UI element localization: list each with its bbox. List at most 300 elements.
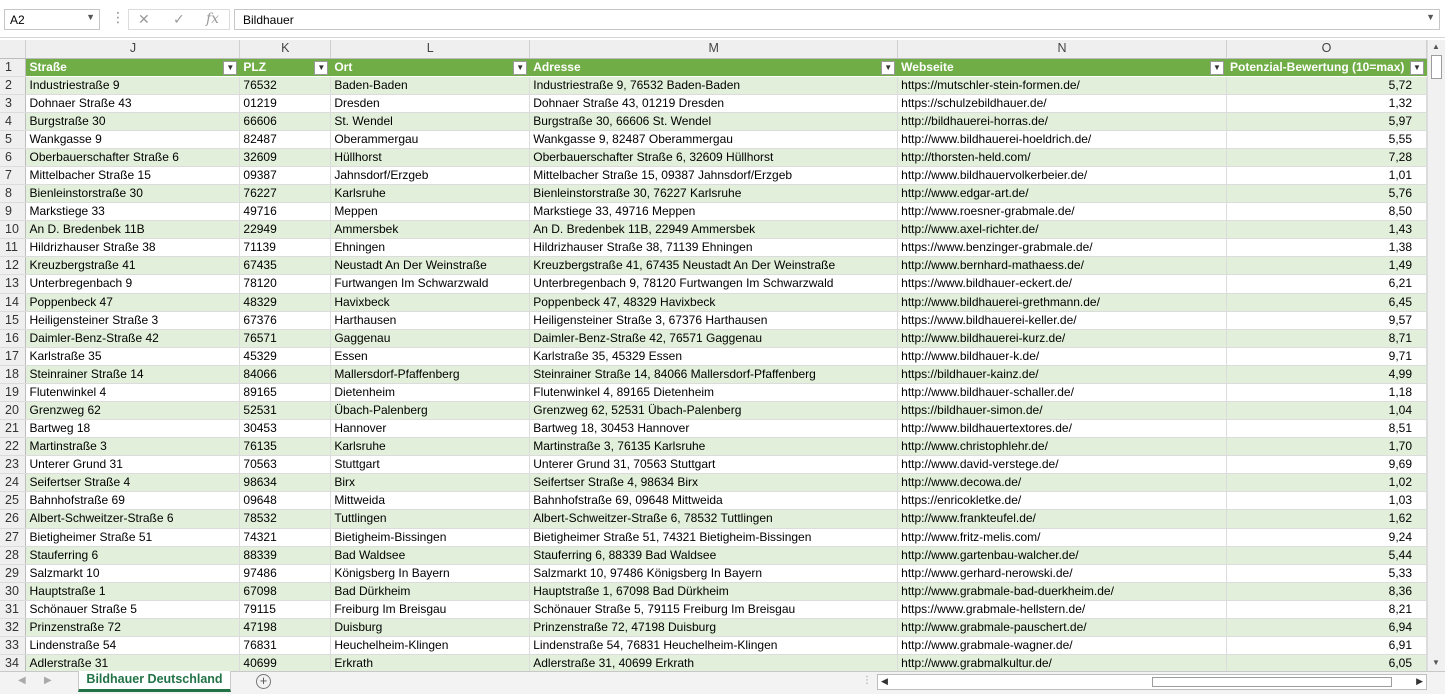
cell-adresse[interactable]: Stauferring 6, 88339 Bad Waldsee (530, 546, 898, 564)
cell-adresse[interactable]: Salzmarkt 10, 97486 Königsberg In Bayern (530, 564, 898, 582)
cell-bewertung[interactable]: 6,94 (1226, 618, 1426, 636)
cell-ort[interactable]: Mallersdorf-Pfaffenberg (331, 365, 530, 383)
cell-strasse[interactable]: Hildrizhauser Straße 38 (26, 239, 240, 257)
formula-actions (128, 9, 230, 30)
row-number[interactable]: 23 (0, 456, 26, 474)
cancel-icon[interactable]: ✕ (138, 11, 150, 27)
cell-ort[interactable]: Duisburg (331, 618, 530, 636)
cell-bewertung[interactable]: 1,70 (1226, 438, 1426, 456)
cell-plz[interactable]: 98634 (240, 474, 331, 492)
cell-bewertung[interactable]: 5,33 (1226, 564, 1426, 582)
row-number[interactable]: 29 (0, 564, 26, 582)
cell-bewertung[interactable]: 8,71 (1226, 329, 1426, 347)
table-row (0, 365, 1427, 383)
cell-plz[interactable]: 82487 (240, 130, 331, 148)
cell-bewertung[interactable]: 1,04 (1226, 401, 1426, 419)
row-number[interactable]: 33 (0, 637, 26, 655)
cell-plz[interactable]: 40699 (240, 655, 331, 671)
cell-ort[interactable]: Gaggenau (331, 329, 530, 347)
table-row (0, 221, 1427, 239)
cell-adresse[interactable]: Hauptstraße 1, 67098 Bad Dürkheim (530, 582, 898, 600)
header-bewertung[interactable] (1226, 58, 1426, 76)
cell-adresse[interactable]: Bahnhofstraße 69, 09648 Mittweida (530, 492, 898, 510)
cell-bewertung[interactable]: 5,72 (1226, 76, 1426, 94)
row-number[interactable]: 21 (0, 420, 26, 438)
filter-dropdown-icon[interactable]: ▼ (314, 61, 328, 75)
row-number[interactable]: 4 (0, 112, 26, 130)
cell-webseite[interactable]: https://www.bildhauerei-keller.de/ (898, 311, 1227, 329)
cell-webseite[interactable]: http://www.grabmale-wagner.de/ (898, 637, 1227, 655)
sheet-tab-bildhauer-deutschland[interactable]: Bildhauer Deutschland (78, 671, 231, 692)
cell-adresse[interactable]: Daimler-Benz-Straße 42, 76571 Gaggenau (530, 329, 898, 347)
cell-bewertung[interactable]: 5,76 (1226, 185, 1426, 203)
row-number[interactable]: 20 (0, 401, 26, 419)
cell-ort[interactable]: Mittweida (331, 492, 530, 510)
cell-ort[interactable]: Harthausen (331, 311, 530, 329)
cell-adresse[interactable]: Poppenbeck 47, 48329 Havixbeck (530, 293, 898, 311)
row-number[interactable]: 28 (0, 546, 26, 564)
cell-bewertung[interactable]: 5,44 (1226, 546, 1426, 564)
column-header-l[interactable]: L (331, 40, 530, 58)
cell-webseite[interactable]: http://www.david-verstege.de/ (898, 456, 1227, 474)
row-number[interactable]: 31 (0, 600, 26, 618)
row-number[interactable]: 1 (0, 58, 26, 76)
table-row (0, 420, 1427, 438)
spreadsheet-grid[interactable] (0, 40, 1427, 671)
cell-webseite[interactable]: http://www.gerhard-nerowski.de/ (898, 564, 1227, 582)
row-number[interactable]: 25 (0, 492, 26, 510)
cell-webseite[interactable]: http://www.bildhauerei-hoeldrich.de/ (898, 130, 1227, 148)
cell-plz[interactable]: 76831 (240, 637, 331, 655)
cell-ort[interactable]: Ammersbek (331, 221, 530, 239)
more-options-icon[interactable]: ⋮ (111, 9, 125, 25)
cell-webseite[interactable]: http://www.bildhauerei-grethmann.de/ (898, 293, 1227, 311)
scroll-right-icon[interactable]: ▶ (1416, 676, 1423, 686)
cell-bewertung[interactable]: 5,97 (1226, 112, 1426, 130)
cell-webseite[interactable]: http://www.decowa.de/ (898, 474, 1227, 492)
cell-ort[interactable]: Stuttgart (331, 456, 530, 474)
cell-strasse[interactable]: Daimler-Benz-Straße 42 (26, 329, 240, 347)
cell-adresse[interactable]: Lindenstraße 54, 76831 Heuchelheim-Klingen (530, 637, 898, 655)
cell-webseite[interactable]: https://mutschler-stein-formen.de/ (898, 76, 1227, 94)
row-number[interactable]: 13 (0, 275, 26, 293)
table-header-row (0, 58, 1427, 76)
cell-adresse[interactable]: Prinzenstraße 72, 47198 Duisburg (530, 618, 898, 636)
cell-bewertung[interactable]: 1,62 (1226, 510, 1426, 528)
cell-ort[interactable]: Essen (331, 347, 530, 365)
cell-plz[interactable]: 70563 (240, 456, 331, 474)
cell-bewertung[interactable]: 6,91 (1226, 637, 1426, 655)
name-box-dropdown-icon[interactable]: ▼ (86, 12, 95, 22)
filter-dropdown-icon[interactable]: ▼ (1410, 61, 1424, 75)
cell-adresse[interactable]: Flutenwinkel 4, 89165 Dietenheim (530, 383, 898, 401)
row-number[interactable]: 22 (0, 438, 26, 456)
cell-ort[interactable]: Birx (331, 474, 530, 492)
cell-bewertung[interactable]: 9,57 (1226, 311, 1426, 329)
cell-adresse[interactable]: Industriestraße 9, 76532 Baden-Baden (530, 76, 898, 94)
cell-adresse[interactable]: Karlstraße 35, 45329 Essen (530, 347, 898, 365)
cell-bewertung[interactable]: 7,28 (1226, 148, 1426, 166)
cell-plz[interactable]: 30453 (240, 420, 331, 438)
cell-strasse[interactable]: Flutenwinkel 4 (26, 383, 240, 401)
row-number[interactable]: 15 (0, 311, 26, 329)
cell-webseite[interactable]: http://www.gartenbau-walcher.de/ (898, 546, 1227, 564)
row-number[interactable]: 18 (0, 365, 26, 383)
row-number[interactable]: 19 (0, 383, 26, 401)
cell-strasse[interactable]: Martinstraße 3 (26, 438, 240, 456)
cell-bewertung[interactable]: 1,43 (1226, 221, 1426, 239)
table-row (0, 293, 1427, 311)
cell-webseite[interactable]: http://www.christophlehr.de/ (898, 438, 1227, 456)
header-strasse[interactable] (26, 58, 240, 76)
cell-bewertung[interactable]: 6,21 (1226, 275, 1426, 293)
cell-plz[interactable]: 84066 (240, 365, 331, 383)
cell-strasse[interactable]: Stauferring 6 (26, 546, 240, 564)
cell-strasse[interactable]: Unterer Grund 31 (26, 456, 240, 474)
column-header-n[interactable]: N (898, 40, 1227, 58)
cell-strasse[interactable]: Poppenbeck 47 (26, 293, 240, 311)
cell-plz[interactable]: 71139 (240, 239, 331, 257)
cell-ort[interactable]: Dresden (331, 94, 530, 112)
cell-strasse[interactable]: Seifertser Straße 4 (26, 474, 240, 492)
cell-ort[interactable]: Meppen (331, 203, 530, 221)
cell-adresse[interactable]: Oberbauerschafter Straße 6, 32609 Hüllhorst (530, 148, 898, 166)
row-number[interactable]: 26 (0, 510, 26, 528)
cell-plz[interactable]: 76227 (240, 185, 331, 203)
cell-plz[interactable]: 45329 (240, 347, 331, 365)
cell-strasse[interactable]: Salzmarkt 10 (26, 564, 240, 582)
table-row (0, 112, 1427, 130)
cell-ort[interactable]: Baden-Baden (331, 76, 530, 94)
cell-plz[interactable]: 52531 (240, 401, 331, 419)
cell-strasse[interactable]: Markstiege 33 (26, 203, 240, 221)
cell-bewertung[interactable]: 5,55 (1226, 130, 1426, 148)
cell-plz[interactable]: 79115 (240, 600, 331, 618)
cell-plz[interactable]: 76532 (240, 76, 331, 94)
cell-webseite[interactable]: http://www.bildhauer-k.de/ (898, 347, 1227, 365)
row-number[interactable]: 5 (0, 130, 26, 148)
cell-ort[interactable]: St. Wendel (331, 112, 530, 130)
cell-adresse[interactable]: Hildrizhauser Straße 38, 71139 Ehningen (530, 239, 898, 257)
table-row (0, 203, 1427, 221)
table-row (0, 492, 1427, 510)
cell-plz[interactable]: 88339 (240, 546, 331, 564)
cell-ort[interactable]: Hüllhorst (331, 148, 530, 166)
cell-plz[interactable]: 76135 (240, 438, 331, 456)
select-all-corner[interactable] (0, 40, 26, 58)
cell-strasse[interactable]: Kreuzbergstraße 41 (26, 257, 240, 275)
table-row (0, 130, 1427, 148)
cell-bewertung[interactable]: 8,50 (1226, 203, 1426, 221)
cell-bewertung[interactable]: 8,21 (1226, 600, 1426, 618)
cell-webseite[interactable]: http://www.roesner-grabmale.de/ (898, 203, 1227, 221)
cell-plz[interactable]: 76571 (240, 329, 331, 347)
header-label: Ort (334, 59, 353, 74)
row-number[interactable]: 12 (0, 257, 26, 275)
row-number[interactable]: 6 (0, 148, 26, 166)
cell-strasse[interactable]: Bietigheimer Straße 51 (26, 528, 240, 546)
cell-bewertung[interactable]: 8,51 (1226, 420, 1426, 438)
cell-plz[interactable]: 67098 (240, 582, 331, 600)
cell-webseite[interactable]: https://schulzebildhauer.de/ (898, 94, 1227, 112)
row-number[interactable]: 34 (0, 655, 26, 671)
formula-bar (0, 0, 1445, 38)
cell-plz[interactable]: 32609 (240, 148, 331, 166)
cell-webseite[interactable]: https://bildhauer-simon.de/ (898, 401, 1227, 419)
vertical-scroll-thumb[interactable] (1431, 55, 1442, 79)
cell-adresse[interactable]: Dohnaer Straße 43, 01219 Dresden (530, 94, 898, 112)
header-adresse[interactable] (530, 58, 898, 76)
cell-webseite[interactable]: http://www.edgar-art.de/ (898, 185, 1227, 203)
cell-strasse[interactable]: Unterbregenbach 9 (26, 275, 240, 293)
cell-bewertung[interactable]: 1,01 (1226, 166, 1426, 184)
cell-ort[interactable]: Oberammergau (331, 130, 530, 148)
filter-dropdown-icon[interactable]: ▼ (881, 61, 895, 75)
split-handle-icon[interactable]: ⋮ (862, 675, 872, 686)
cell-strasse[interactable]: An D. Bredenbek 11B (26, 221, 240, 239)
cell-webseite[interactable]: http://thorsten-held.com/ (898, 148, 1227, 166)
cell-plz[interactable]: 47198 (240, 618, 331, 636)
name-box-value: A2 (10, 13, 25, 27)
filter-dropdown-icon[interactable]: ▼ (513, 61, 527, 75)
cell-strasse[interactable]: Prinzenstraße 72 (26, 618, 240, 636)
cell-webseite[interactable]: https://enricokletke.de/ (898, 492, 1227, 510)
cell-bewertung[interactable]: 1,18 (1226, 383, 1426, 401)
cell-webseite[interactable]: https://www.bildhauer-eckert.de/ (898, 275, 1227, 293)
cell-ort[interactable]: Karlsruhe (331, 438, 530, 456)
cell-plz[interactable]: 97486 (240, 564, 331, 582)
cell-bewertung[interactable]: 1,38 (1226, 239, 1426, 257)
cell-adresse[interactable]: Unterer Grund 31, 70563 Stuttgart (530, 456, 898, 474)
cell-strasse[interactable]: Bienleinstorstraße 30 (26, 185, 240, 203)
cell-plz[interactable]: 09387 (240, 166, 331, 184)
expand-formula-icon[interactable]: ▼ (1426, 12, 1435, 22)
cell-ort[interactable]: Hannover (331, 420, 530, 438)
cell-strasse[interactable]: Adlerstraße 31 (26, 655, 240, 671)
cell-ort[interactable]: Übach-Palenberg (331, 401, 530, 419)
cell-adresse[interactable]: Seifertser Straße 4, 98634 Birx (530, 474, 898, 492)
cell-adresse[interactable]: Burgstraße 30, 66606 St. Wendel (530, 112, 898, 130)
table-row (0, 347, 1427, 365)
cell-webseite[interactable]: http://www.bildhauerei-kurz.de/ (898, 329, 1227, 347)
table-row (0, 166, 1427, 184)
table-row (0, 383, 1427, 401)
cell-webseite[interactable]: http://www.bildhauer-schaller.de/ (898, 383, 1227, 401)
cell-adresse[interactable]: Mittelbacher Straße 15, 09387 Jahnsdorf/Erzgeb (530, 166, 898, 184)
filter-dropdown-icon[interactable]: ▼ (1210, 61, 1224, 75)
cell-ort[interactable]: Bad Waldsee (331, 546, 530, 564)
prev-sheet-icon[interactable]: ◀ (18, 675, 26, 686)
cell-plz[interactable]: 74321 (240, 528, 331, 546)
cell-adresse[interactable]: Steinrainer Straße 14, 84066 Mallersdorf-Pfaffenberg (530, 365, 898, 383)
column-header-m[interactable]: M (530, 40, 898, 58)
cell-plz[interactable]: 78120 (240, 275, 331, 293)
row-number[interactable]: 7 (0, 166, 26, 184)
cell-strasse[interactable]: Lindenstraße 54 (26, 637, 240, 655)
cell-strasse[interactable]: Wankgasse 9 (26, 130, 240, 148)
cell-adresse[interactable]: Albert-Schweitzer-Straße 6, 78532 Tuttlingen (530, 510, 898, 528)
cell-ort[interactable]: Dietenheim (331, 383, 530, 401)
cell-adresse[interactable]: Martinstraße 3, 76135 Karlsruhe (530, 438, 898, 456)
cell-ort[interactable]: Freiburg Im Breisgau (331, 600, 530, 618)
cell-webseite[interactable]: http://www.grabmalkultur.de/ (898, 655, 1227, 671)
header-label: PLZ (243, 59, 267, 74)
cell-strasse[interactable]: Heiligensteiner Straße 3 (26, 311, 240, 329)
cell-strasse[interactable]: Dohnaer Straße 43 (26, 94, 240, 112)
table-row (0, 456, 1427, 474)
table-row (0, 564, 1427, 582)
cell-webseite[interactable]: https://www.benzinger-grabmale.de/ (898, 239, 1227, 257)
row-number[interactable]: 30 (0, 582, 26, 600)
cell-strasse[interactable]: Bahnhofstraße 69 (26, 492, 240, 510)
cell-strasse[interactable]: Bartweg 18 (26, 420, 240, 438)
cell-strasse[interactable]: Hauptstraße 1 (26, 582, 240, 600)
cell-bewertung[interactable]: 9,24 (1226, 528, 1426, 546)
cell-plz[interactable]: 22949 (240, 221, 331, 239)
vertical-scrollbar[interactable] (1427, 40, 1445, 671)
cell-bewertung[interactable]: 1,49 (1226, 257, 1426, 275)
next-sheet-icon[interactable]: ▶ (44, 675, 52, 686)
header-label: Straße (29, 59, 67, 74)
row-number[interactable]: 9 (0, 203, 26, 221)
cell-adresse[interactable]: Adlerstraße 31, 40699 Erkrath (530, 655, 898, 671)
cell-plz[interactable]: 01219 (240, 94, 331, 112)
cell-ort[interactable]: Karlsruhe (331, 185, 530, 203)
cell-bewertung[interactable]: 1,03 (1226, 492, 1426, 510)
cell-ort[interactable]: Havixbeck (331, 293, 530, 311)
table-row (0, 528, 1427, 546)
cell-adresse[interactable]: An D. Bredenbek 11B, 22949 Ammersbek (530, 221, 898, 239)
cell-strasse[interactable]: Steinrainer Straße 14 (26, 365, 240, 383)
cell-adresse[interactable]: Unterbregenbach 9, 78120 Furtwangen Im Schwarzwald (530, 275, 898, 293)
cell-webseite[interactable]: https://bildhauer-kainz.de/ (898, 365, 1227, 383)
cell-plz[interactable]: 66606 (240, 112, 331, 130)
header-webseite[interactable] (898, 58, 1227, 76)
name-box[interactable] (4, 9, 100, 30)
column-header-k[interactable]: K (240, 40, 331, 58)
cell-bewertung[interactable]: 9,69 (1226, 456, 1426, 474)
row-number[interactable]: 11 (0, 239, 26, 257)
row-number[interactable]: 14 (0, 293, 26, 311)
cell-adresse[interactable]: Schönauer Straße 5, 79115 Freiburg Im Breisgau (530, 600, 898, 618)
row-number[interactable]: 32 (0, 618, 26, 636)
table-row (0, 275, 1427, 293)
filter-dropdown-icon[interactable]: ▼ (223, 61, 237, 75)
cell-adresse[interactable]: Wankgasse 9, 82487 Oberammergau (530, 130, 898, 148)
cell-strasse[interactable]: Grenzweg 62 (26, 401, 240, 419)
row-number[interactable]: 16 (0, 329, 26, 347)
scroll-left-icon[interactable]: ◀ (881, 676, 888, 686)
cell-strasse[interactable]: Karlstraße 35 (26, 347, 240, 365)
cell-ort[interactable]: Neustadt An Der Weinstraße (331, 257, 530, 275)
cell-plz[interactable]: 67435 (240, 257, 331, 275)
cell-strasse[interactable]: Schönauer Straße 5 (26, 600, 240, 618)
row-number[interactable]: 17 (0, 347, 26, 365)
scroll-up-icon[interactable]: ▲ (1432, 42, 1440, 51)
cell-strasse[interactable]: Mittelbacher Straße 15 (26, 166, 240, 184)
cell-webseite[interactable]: http://www.grabmale-bad-duerkheim.de/ (898, 582, 1227, 600)
cell-strasse[interactable]: Albert-Schweitzer-Straße 6 (26, 510, 240, 528)
cell-ort[interactable]: Tuttlingen (331, 510, 530, 528)
cell-ort[interactable]: Jahnsdorf/Erzgeb (331, 166, 530, 184)
cell-ort[interactable]: Bad Dürkheim (331, 582, 530, 600)
cell-plz[interactable]: 89165 (240, 383, 331, 401)
cell-webseite[interactable]: http://www.axel-richter.de/ (898, 221, 1227, 239)
cell-bewertung[interactable]: 9,71 (1226, 347, 1426, 365)
cell-webseite[interactable]: http://www.bernhard-mathaess.de/ (898, 257, 1227, 275)
cell-webseite[interactable]: http://www.bildhauertextores.de/ (898, 420, 1227, 438)
row-number[interactable]: 3 (0, 94, 26, 112)
cell-webseite[interactable]: http://bildhauerei-horras.de/ (898, 112, 1227, 130)
cell-webseite[interactable]: http://www.bildhauervolkerbeier.de/ (898, 166, 1227, 184)
row-number[interactable]: 10 (0, 221, 26, 239)
cell-bewertung[interactable]: 6,45 (1226, 293, 1426, 311)
cell-bewertung[interactable]: 1,32 (1226, 94, 1426, 112)
cell-webseite[interactable]: https://www.grabmale-hellstern.de/ (898, 600, 1227, 618)
cell-ort[interactable]: Ehningen (331, 239, 530, 257)
row-number[interactable]: 24 (0, 474, 26, 492)
cell-webseite[interactable]: http://www.frankteufel.de/ (898, 510, 1227, 528)
horizontal-scroll-thumb[interactable] (1152, 677, 1392, 687)
cell-plz[interactable]: 67376 (240, 311, 331, 329)
row-number[interactable]: 2 (0, 76, 26, 94)
row-number[interactable]: 8 (0, 185, 26, 203)
header-plz[interactable] (240, 58, 331, 76)
cell-adresse[interactable]: Bietigheimer Straße 51, 74321 Bietigheim-Bissingen (530, 528, 898, 546)
cell-bewertung[interactable]: 8,36 (1226, 582, 1426, 600)
cell-strasse[interactable]: Burgstraße 30 (26, 112, 240, 130)
cell-ort[interactable]: Bietigheim-Bissingen (331, 528, 530, 546)
column-header-j[interactable]: J (26, 40, 240, 58)
header-label: Webseite (901, 59, 954, 74)
row-number[interactable]: 27 (0, 528, 26, 546)
header-ort[interactable] (331, 58, 530, 76)
enter-icon[interactable]: ✓ (173, 11, 185, 27)
cell-strasse[interactable]: Oberbauerschafter Straße 6 (26, 148, 240, 166)
cell-ort[interactable]: Furtwangen Im Schwarzwald (331, 275, 530, 293)
formula-input[interactable] (234, 9, 1440, 30)
cell-ort[interactable]: Erkrath (331, 655, 530, 671)
cell-ort[interactable]: Königsberg In Bayern (331, 564, 530, 582)
cell-bewertung[interactable]: 1,02 (1226, 474, 1426, 492)
cell-plz[interactable]: 49716 (240, 203, 331, 221)
cell-plz[interactable]: 48329 (240, 293, 331, 311)
cell-adresse[interactable]: Kreuzbergstraße 41, 67435 Neustadt An Der Weinstraße (530, 257, 898, 275)
cell-bewertung[interactable]: 6,05 (1226, 655, 1426, 671)
cell-webseite[interactable]: http://www.fritz-melis.com/ (898, 528, 1227, 546)
cell-plz[interactable]: 78532 (240, 510, 331, 528)
insert-function-icon[interactable]: fx (206, 11, 220, 27)
cell-adresse[interactable]: Heiligensteiner Straße 3, 67376 Harthausen (530, 311, 898, 329)
cell-adresse[interactable]: Grenzweg 62, 52531 Übach-Palenberg (530, 401, 898, 419)
cell-adresse[interactable]: Bartweg 18, 30453 Hannover (530, 420, 898, 438)
cell-plz[interactable]: 09648 (240, 492, 331, 510)
cell-ort[interactable]: Heuchelheim-Klingen (331, 637, 530, 655)
cell-adresse[interactable]: Bienleinstorstraße 30, 76227 Karlsruhe (530, 185, 898, 203)
cell-strasse[interactable]: Industriestraße 9 (26, 76, 240, 94)
add-sheet-icon[interactable]: + (256, 674, 271, 689)
column-header-o[interactable]: O (1226, 40, 1426, 58)
cell-adresse[interactable]: Markstiege 33, 49716 Meppen (530, 203, 898, 221)
sheet-table (0, 40, 1427, 671)
table-row (0, 655, 1427, 671)
cell-bewertung[interactable]: 4,99 (1226, 365, 1426, 383)
cell-webseite[interactable]: http://www.grabmale-pauschert.de/ (898, 618, 1227, 636)
scroll-down-icon[interactable]: ▼ (1432, 658, 1440, 667)
sheet-bar (0, 671, 1445, 694)
header-label: Potenzial-Bewertung (10=max) (1229, 59, 1405, 74)
horizontal-scrollbar[interactable] (877, 674, 1427, 690)
